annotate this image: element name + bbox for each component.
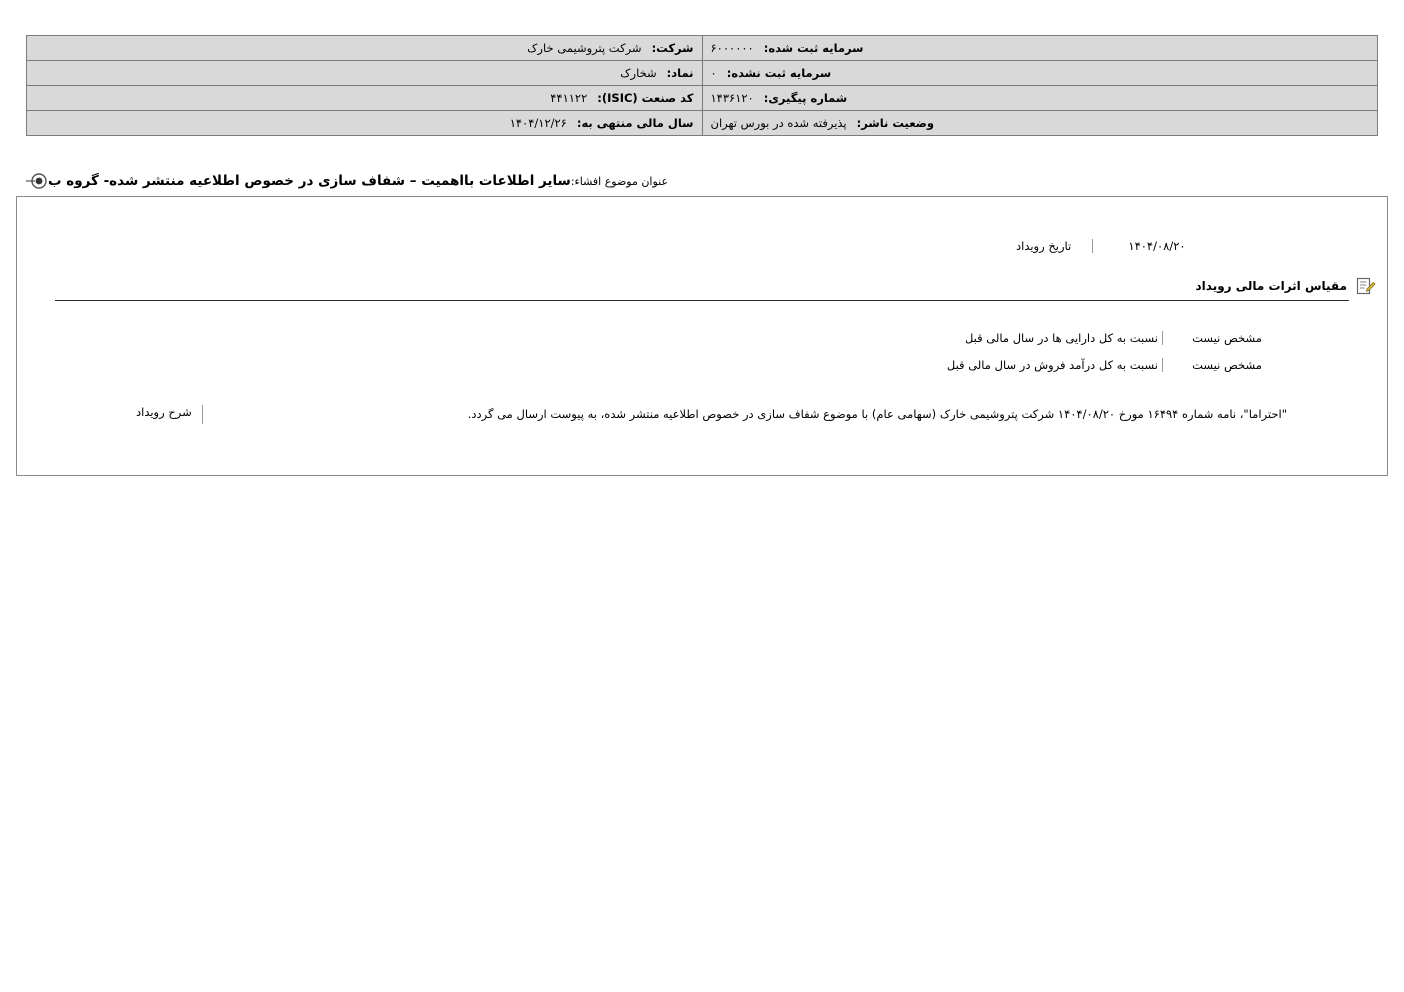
event-description-row (117, 405, 1297, 424)
company-name-value: شرکت پتروشیمی خارک (527, 41, 642, 55)
symbol-label: نماد: (666, 66, 694, 80)
ratio-to-total-assets-value: مشخص نیست (1192, 331, 1262, 345)
table-row (27, 86, 1378, 111)
financial-effect-scale-label: مقیاس اثرات مالی رویداد (1195, 279, 1347, 293)
company-info-table (26, 35, 1378, 136)
unregistered-capital-cell (702, 61, 1378, 86)
target-bullet-icon (26, 170, 48, 192)
event-date-label: تاریخ رویداد (1016, 239, 1072, 253)
symbol-cell (27, 61, 703, 86)
tracking-number-cell (702, 86, 1378, 111)
isic-code-cell (27, 86, 703, 111)
table-row (27, 111, 1378, 136)
registered-capital-value: ۶۰۰۰۰۰۰ (710, 41, 754, 55)
company-name-cell (27, 36, 703, 61)
ratio-to-total-assets-label: نسبت به کل دارایی ها در سال مالی قبل (964, 331, 1158, 345)
isic-code-label: کد صنعت (ISIC): (597, 91, 694, 105)
field-divider (1092, 239, 1093, 253)
fiscal-year-end-cell (27, 111, 703, 136)
ratio-to-total-sales-value: مشخص نیست (1192, 358, 1262, 372)
event-description-value: "احتراما"، نامه شماره ۱۶۴۹۴ مورخ ۱۴۰۴/۰۸/۲۰ شرکت پتروشیمی خارک (سهامی عام) با موضوع شفاف سازی در خصوص اطلاعیه منتشر شده، به پیوست ارسال می گردد. (467, 407, 1287, 421)
event-description-label: شرح رویداد (136, 405, 192, 419)
unregistered-capital-value: ۰ (710, 66, 717, 80)
unregistered-capital-label: سرمایه ثبت نشده: (726, 66, 832, 80)
ratio-to-total-sales-label: نسبت به کل درآمد فروش در سال مالی قبل (946, 358, 1158, 372)
company-name-label: شرکت: (651, 41, 694, 55)
ratio-to-total-assets-row (962, 331, 1297, 345)
field-divider (1162, 331, 1163, 345)
page-title: سایر اطلاعات بااهمیت – شفاف سازی در خصوص اطلاعیه منتشر شده- گروه ب (48, 173, 571, 189)
table-row (27, 61, 1378, 86)
issuer-status-label: وضعیت ناشر: (856, 116, 934, 130)
issuer-status-value: پذیرفته شده در بورس تهران (710, 116, 847, 130)
tracking-number-label: شماره پیگیری: (763, 91, 848, 105)
event-date-value: ۱۴۰۴/۰۸/۲۰ (1128, 239, 1186, 253)
field-divider (202, 405, 203, 424)
section-divider (55, 300, 1349, 301)
financial-effect-scale-heading (1196, 275, 1377, 297)
event-date-row (1010, 239, 1227, 253)
field-divider (1162, 358, 1163, 372)
isic-code-value: ۴۴۱۱۲۲ (550, 91, 588, 105)
edit-note-icon (1355, 275, 1377, 297)
disclosure-title-row (26, 168, 1378, 194)
registered-capital-cell (702, 36, 1378, 61)
ratio-to-total-sales-row (946, 358, 1297, 372)
issuer-status-cell (702, 111, 1378, 136)
disclosure-title-prefix: عنوان موضوع افشاء: (570, 174, 669, 188)
disclosure-body (16, 196, 1388, 476)
symbol-value: شخارک (620, 66, 657, 80)
fiscal-year-end-value: ۱۴۰۴/۱۲/۲۶ (509, 116, 567, 130)
tracking-number-value: ۱۴۳۶۱۲۰ (710, 91, 754, 105)
registered-capital-label: سرمایه ثبت شده: (763, 41, 864, 55)
table-row (27, 36, 1378, 61)
fiscal-year-end-label: سال مالی منتهی به: (576, 116, 694, 130)
